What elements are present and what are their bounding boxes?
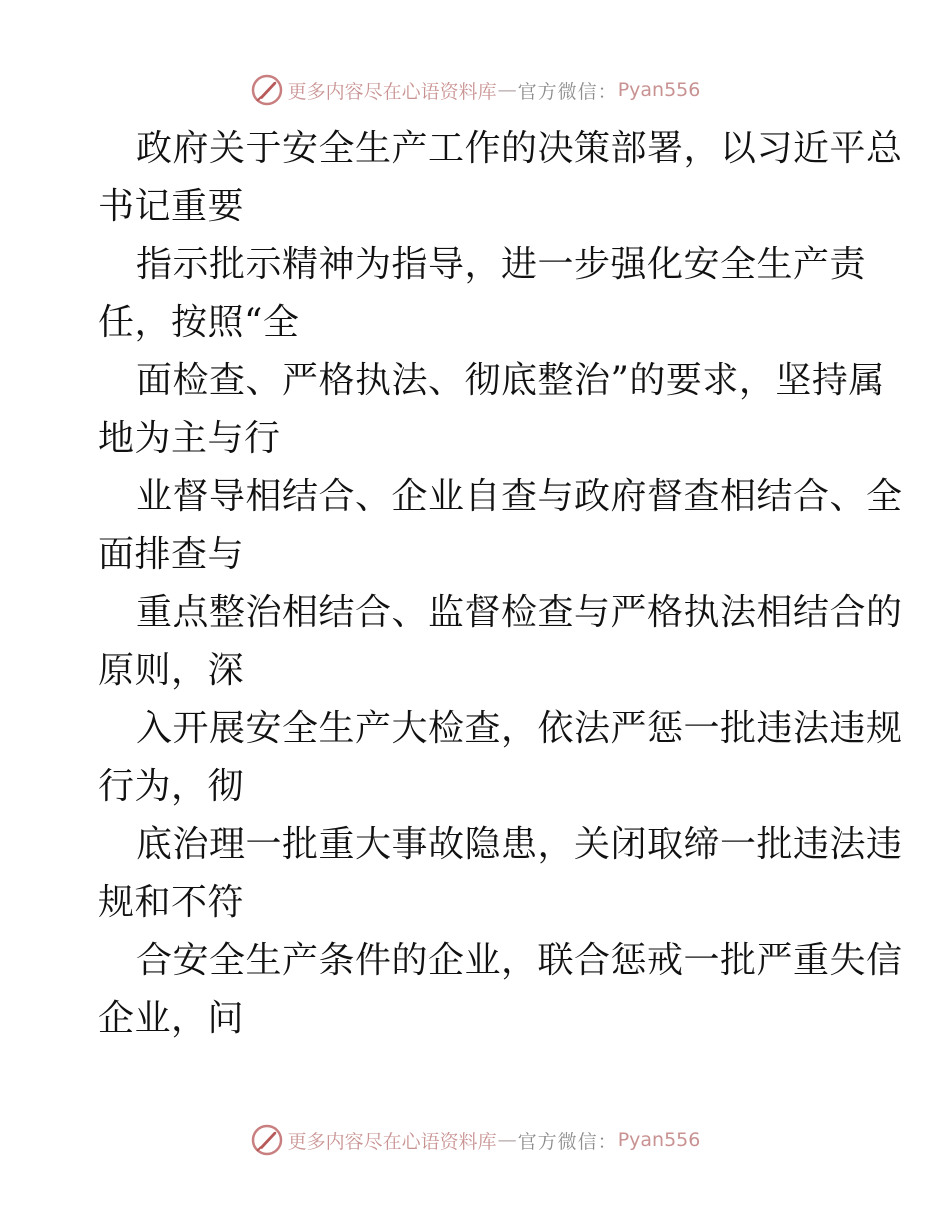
text-line: 行为，彻 <box>98 766 245 807</box>
text-line: 入开展安全生产大检查，依法严惩一批违法违规 <box>136 708 903 749</box>
watermark-id: Pyan556 <box>617 79 701 101</box>
watermark-brand: 更多内容尽在心语资料库 <box>287 80 497 103</box>
feather-pen-circle-icon <box>250 1123 284 1157</box>
text-line: 指示批示精神为指导，进一步强化安全生产责 <box>136 244 867 285</box>
document-body <box>98 120 903 1048</box>
text-line: 任，按照“全 <box>98 302 300 343</box>
text-line: 合安全生产条件的企业，联合惩戒一批严重失信 <box>136 940 903 981</box>
text-line: 企业，问 <box>98 998 245 1039</box>
text-line: 书记重要 <box>98 186 245 227</box>
text-line: 规和不符 <box>98 882 245 923</box>
text-line: 面检查、严格执法、彻底整治”的要求，坚持属 <box>136 360 885 401</box>
text-line: 底治理一批重大事故隐患，关闭取缔一批违法违 <box>136 824 903 865</box>
text-line: 面排查与 <box>98 534 245 575</box>
watermark-id: Pyan556 <box>617 1129 701 1151</box>
watermark-label: 官方微信： <box>517 1130 618 1153</box>
text-line: 重点整治相结合、监督检查与严格执法相结合的 <box>136 592 903 633</box>
footer-watermark <box>0 1122 950 1158</box>
text-line: 业督导相结合、企业自查与政府督查相结合、全 <box>136 476 903 517</box>
watermark-brand: 更多内容尽在心语资料库 <box>287 1130 497 1153</box>
text-line: 地为主与行 <box>98 418 281 459</box>
feather-pen-circle-icon <box>250 73 284 107</box>
watermark-label: 官方微信： <box>517 80 618 103</box>
watermark-separator: — <box>497 79 517 101</box>
text-line: 原则，深 <box>98 650 245 691</box>
header-watermark <box>0 72 950 108</box>
watermark-separator: — <box>497 1129 517 1151</box>
text-line: 政府关于安全生产工作的决策部署，以习近平总 <box>136 128 903 169</box>
